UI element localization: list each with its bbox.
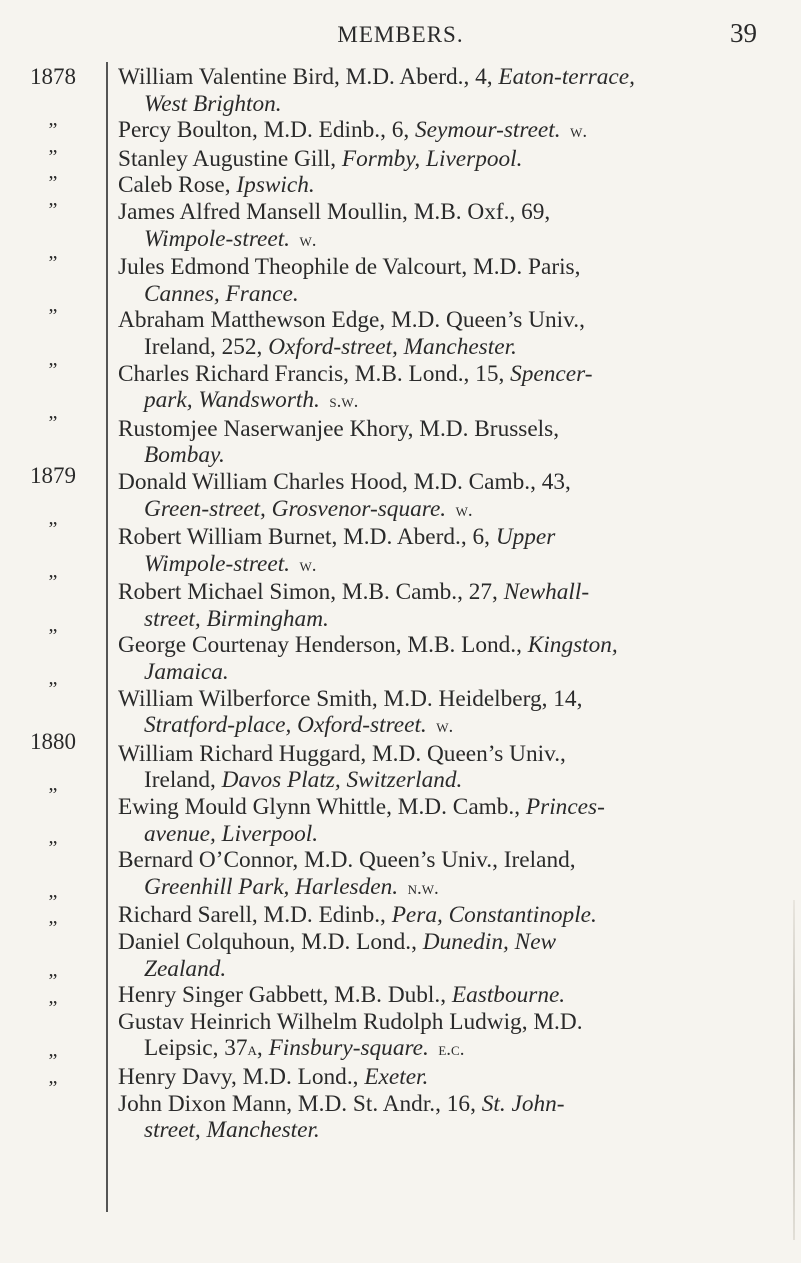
address-text: street, Manchester. xyxy=(144,1117,320,1144)
address-text: Ipswich. xyxy=(236,172,315,199)
member-entry xyxy=(118,1091,778,1144)
member-entry xyxy=(118,307,778,360)
address-text: avenue, Liverpool. xyxy=(144,820,319,847)
entry-line xyxy=(118,794,778,821)
member-text: Abraham Matthewson Edge, M.D. Queen’s Univ., xyxy=(118,307,585,334)
member-text: Robert Michael Simon, M.B. Camb., 27, xyxy=(118,579,504,606)
address-text: Seymour-street. xyxy=(415,117,561,144)
member-text: Jules Edmond Theophile de Valcourt, M.D. Paris, xyxy=(118,254,581,281)
entry-line xyxy=(118,469,778,496)
entry-line xyxy=(118,307,778,334)
address-text: Green-street, Grosvenor-square. xyxy=(144,495,447,522)
member-entry xyxy=(118,579,778,632)
entry-continuation-line xyxy=(118,226,778,255)
postal-district: e.c. xyxy=(428,1039,465,1061)
entry-line xyxy=(118,416,778,443)
entry-continuation-line xyxy=(118,874,778,903)
address-text: Kingston, xyxy=(527,632,618,659)
member-text: Ireland, 252, xyxy=(144,333,269,360)
entry-line xyxy=(118,982,778,1009)
address-text: West Brighton. xyxy=(144,90,282,117)
address-text: Davos Platz, Switzerland. xyxy=(221,767,463,794)
entry-line xyxy=(118,902,778,929)
address-text: Spencer- xyxy=(510,360,593,387)
address-text: Cannes, France. xyxy=(144,280,299,307)
member-entry xyxy=(118,1064,778,1091)
member-text: Robert William Burnet, M.D. Aberd., 6, xyxy=(118,524,496,551)
address-text: Bombay. xyxy=(144,442,225,469)
address-text: Jamaica. xyxy=(144,659,229,686)
member-entry xyxy=(118,632,778,685)
member-entry xyxy=(118,1009,778,1064)
member-text: Gustav Heinrich Wilhelm Rudolph Ludwig, M.D. xyxy=(118,1008,583,1035)
year-ditto-mark: ” xyxy=(48,784,58,807)
member-entry xyxy=(118,416,778,469)
address-text: Zealand. xyxy=(144,955,227,982)
postal-district: w. xyxy=(446,499,473,521)
year-ditto-mark: ” xyxy=(48,518,58,541)
entry-line xyxy=(118,632,778,659)
column-divider xyxy=(106,62,108,1212)
address-text: Dunedin, New xyxy=(422,929,557,955)
member-entry xyxy=(118,982,778,1009)
address-text: Wimpole-street. xyxy=(144,550,291,577)
entry-line xyxy=(118,1009,778,1036)
member-entry xyxy=(118,199,778,254)
year-ditto-mark: ” xyxy=(48,358,58,381)
entry-line xyxy=(118,254,778,281)
member-entry xyxy=(118,172,778,199)
address-text: Formby, Liverpool. xyxy=(341,145,523,172)
member-text: George Courtenay Henderson, M.B. Lond., xyxy=(118,632,528,659)
year-ditto-mark: ” xyxy=(48,119,58,142)
member-entry xyxy=(118,254,778,307)
entry-continuation-line xyxy=(118,1117,778,1144)
address-text: Exeter. xyxy=(364,1063,429,1090)
year-ditto-mark: ” xyxy=(48,837,58,860)
entry-continuation-line xyxy=(118,767,778,794)
address-text: Wimpole-street. xyxy=(144,225,291,252)
member-text: Daniel Colquhoun, M.D. Lond., xyxy=(118,929,423,955)
member-text: William Wilberforce Smith, M.D. Heidelberg, 14, xyxy=(118,685,583,712)
entry-continuation-line xyxy=(118,551,778,580)
address-text: Eaton-terrace, xyxy=(498,64,635,90)
postal-district: n.w. xyxy=(398,877,439,899)
year-ditto-mark: ” xyxy=(48,1050,58,1073)
member-text: Donald William Charles Hood, M.D. Camb., 43, xyxy=(118,468,571,495)
member-text: Caleb Rose, xyxy=(118,172,237,199)
entry-continuation-line xyxy=(118,606,778,633)
postal-district: w. xyxy=(560,121,588,143)
address-text: Upper xyxy=(495,524,556,551)
entry-line xyxy=(118,172,778,199)
member-text: John Dixon Mann, M.D. St. Andr., 16, xyxy=(118,1090,482,1117)
member-entry xyxy=(118,117,778,146)
entry-line xyxy=(118,929,778,956)
entry-continuation-line xyxy=(118,442,778,469)
address-text: Eastbourne. xyxy=(451,982,566,1009)
member-text: Bernard O’Connor, M.D. Queen’s Univ., Ireland, xyxy=(118,847,576,874)
entry-line xyxy=(118,361,778,388)
member-text: William Valentine Bird, M.D. Aberd., 4, xyxy=(118,64,499,90)
member-text: Charles Richard Francis, M.B. Lond., 15, xyxy=(118,360,511,387)
year-label: 1880 xyxy=(30,729,76,754)
year-ditto-mark: ” xyxy=(48,890,58,913)
year-ditto-mark: ” xyxy=(48,1076,58,1099)
member-entry xyxy=(118,524,778,579)
entry-line xyxy=(118,117,778,146)
member-entry xyxy=(118,64,778,117)
postal-district: w. xyxy=(290,554,317,576)
year-ditto-mark: ” xyxy=(48,172,58,195)
member-text: Rustomjee Naserwanjee Khory, M.D. Brussels, xyxy=(118,415,560,442)
member-text: Leipsic, 37 xyxy=(144,1035,248,1062)
year-column xyxy=(0,64,106,1214)
entry-line xyxy=(118,847,778,874)
year-ditto-mark: ” xyxy=(48,411,58,434)
entry-line xyxy=(118,1064,778,1091)
page-crease xyxy=(793,900,795,1240)
address-text: Greenhill Park, Harlesden. xyxy=(144,873,399,900)
running-title: MEMBERS. xyxy=(337,22,464,47)
member-entry xyxy=(118,902,778,929)
address-text: Princes- xyxy=(525,794,605,821)
member-text: James Alfred Mansell Moullin, M.B. Oxf., 69, xyxy=(118,198,551,225)
member-text: Richard Sarell, M.D. Edinb., xyxy=(118,902,392,929)
entry-line xyxy=(118,741,778,768)
member-entry xyxy=(118,469,778,524)
year-label: 1878 xyxy=(30,64,76,89)
postal-district: w. xyxy=(426,716,454,738)
address-text: St. John- xyxy=(481,1090,565,1117)
year-ditto-mark: ” xyxy=(48,199,58,221)
entry-continuation-line xyxy=(118,281,778,308)
entry-continuation-line xyxy=(118,659,778,686)
entry-line xyxy=(118,64,778,91)
year-ditto-mark: ” xyxy=(48,624,58,647)
entry-continuation-line xyxy=(118,1035,778,1064)
member-entry xyxy=(118,794,778,847)
address-text: Oxford-street, Manchester. xyxy=(268,333,517,360)
member-text: Ireland, xyxy=(144,767,222,794)
entry-continuation-line xyxy=(118,956,778,983)
entry-continuation-line xyxy=(118,334,778,361)
postal-district: w. xyxy=(290,229,317,251)
entry-line xyxy=(118,146,778,173)
entry-continuation-line xyxy=(118,387,778,416)
year-ditto-mark: ” xyxy=(48,305,58,328)
entry-continuation-line xyxy=(118,821,778,848)
entry-line xyxy=(118,1091,778,1118)
year-ditto-mark: ” xyxy=(48,970,58,993)
member-entry xyxy=(118,686,778,741)
address-text: street, Birmingham. xyxy=(144,605,329,632)
member-entry xyxy=(118,361,778,416)
year-label: 1879 xyxy=(30,463,76,488)
member-entry xyxy=(118,741,778,794)
address-text: park, Wandsworth. xyxy=(144,387,320,414)
entry-continuation-line xyxy=(118,91,778,118)
year-ditto-mark: ” xyxy=(48,145,58,168)
year-ditto-mark: ” xyxy=(48,917,58,940)
year-ditto-mark: ” xyxy=(48,571,58,594)
page-number: 39 xyxy=(730,18,757,48)
member-text: Stanley Augustine Gill, xyxy=(118,145,342,172)
entry-line xyxy=(118,199,778,226)
page-header xyxy=(0,18,801,58)
member-entry xyxy=(118,146,778,173)
address-text: Finsbury-square. xyxy=(268,1035,429,1062)
member-text: Henry Singer Gabbett, M.B. Dubl., xyxy=(118,982,452,1009)
address-text: Stratford-place, Oxford-street. xyxy=(144,712,427,739)
member-entry xyxy=(118,929,778,982)
year-ditto-mark: ” xyxy=(48,997,58,1019)
entry-line xyxy=(118,524,778,551)
member-entry xyxy=(118,847,778,902)
member-text: William Richard Huggard, M.D. Queen’s Univ., xyxy=(118,740,566,767)
entry-line xyxy=(118,686,778,713)
entry-continuation-line xyxy=(118,496,778,525)
address-text: Pera, Constantinople. xyxy=(391,902,597,929)
entry-line xyxy=(118,579,778,606)
year-ditto-mark: ” xyxy=(48,677,58,700)
year-ditto-mark: ” xyxy=(48,252,58,275)
member-text: Percy Boulton, M.D. Edinb., 6, xyxy=(118,117,416,144)
address-text: Newhall- xyxy=(503,579,590,606)
member-text: , xyxy=(256,1035,269,1062)
member-text: Henry Davy, M.D. Lond., xyxy=(118,1063,365,1090)
postal-district: a xyxy=(247,1039,257,1061)
entry-continuation-line xyxy=(118,712,778,741)
member-text: Ewing Mould Glynn Whittle, M.D. Camb., xyxy=(118,794,526,821)
postal-district: s.w. xyxy=(319,391,359,413)
member-list xyxy=(118,64,778,1144)
